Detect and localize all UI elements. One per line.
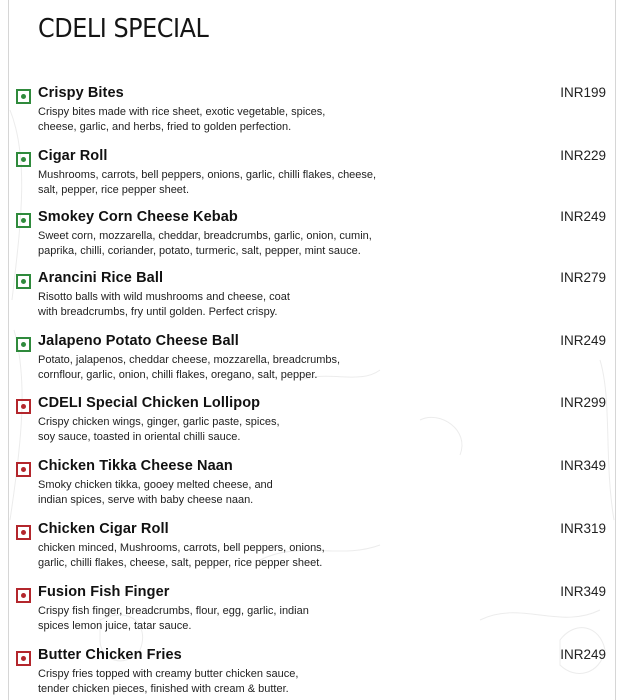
- item-price: INR349: [560, 458, 606, 473]
- item-name: Chicken Cigar Roll: [38, 521, 169, 537]
- item-description-line: spices lemon juice, tatar sauce.: [38, 620, 192, 632]
- item-name: Crispy Bites: [38, 85, 124, 101]
- nonveg-symbol-icon: [16, 588, 31, 603]
- menu-item: [16, 584, 610, 642]
- item-name: Fusion Fish Finger: [38, 584, 170, 600]
- nonveg-symbol-icon: [16, 462, 31, 477]
- item-description: [38, 168, 418, 198]
- item-name: CDELI Special Chicken Lollipop: [38, 395, 261, 411]
- item-description: [38, 353, 418, 383]
- item-description-line: Crispy fries topped with creamy butter chicken sauce,: [38, 668, 299, 680]
- item-description: [38, 604, 418, 634]
- item-description: [38, 478, 418, 508]
- veg-symbol-icon: [16, 152, 31, 167]
- item-price: INR349: [560, 584, 606, 599]
- item-description-line: tender chicken pieces, finished with cream & butter.: [38, 683, 289, 695]
- veg-symbol-icon: [16, 89, 31, 104]
- item-description-line: Crispy chicken wings, ginger, garlic paste, spices,: [38, 416, 280, 428]
- item-description-line: Potato, jalapenos, cheddar cheese, mozzarella, breadcrumbs,: [38, 354, 341, 366]
- item-price: INR249: [560, 647, 606, 662]
- item-name: Arancini Rice Ball: [38, 270, 164, 286]
- item-price: INR249: [560, 209, 606, 224]
- right-page-edge: [615, 0, 616, 700]
- menu-item: [16, 270, 610, 328]
- item-price: INR279: [560, 270, 606, 285]
- item-description: [38, 229, 418, 259]
- item-description-line: salt, pepper, rice pepper sheet.: [38, 184, 190, 196]
- item-description-line: with breadcrumbs, fry until golden. Perfect crispy.: [38, 306, 278, 318]
- item-name: Jalapeno Potato Cheese Ball: [38, 333, 239, 349]
- item-description-line: Sweet corn, mozzarella, cheddar, breadcrumbs, garlic, onion, cumin,: [38, 230, 372, 242]
- veg-symbol-icon: [16, 337, 31, 352]
- menu-item: [16, 647, 610, 700]
- item-description-line: Risotto balls with wild mushrooms and cheese, coat: [38, 291, 290, 303]
- veg-symbol-icon: [16, 274, 31, 289]
- item-description-line: soy sauce, toasted in oriental chilli sauce.: [38, 431, 241, 443]
- menu-item: [16, 395, 610, 453]
- menu-item: [16, 458, 610, 516]
- item-description-line: cornflour, garlic, onion, chilli flakes, oregano, salt, pepper.: [38, 369, 318, 381]
- item-description: [38, 541, 418, 571]
- item-name: Chicken Tikka Cheese Naan: [38, 458, 233, 474]
- item-description-line: Smoky chicken tikka, gooey melted cheese, and: [38, 479, 273, 491]
- item-description: [38, 667, 418, 697]
- left-page-edge: [8, 0, 9, 700]
- item-description-line: Mushrooms, carrots, bell peppers, onions, garlic, chilli flakes, cheese,: [38, 169, 377, 181]
- item-name: Cigar Roll: [38, 148, 108, 164]
- item-price: INR229: [560, 148, 606, 163]
- item-description-line: cheese, garlic, and herbs, fried to golden perfection.: [38, 121, 292, 133]
- item-name: Butter Chicken Fries: [38, 647, 182, 663]
- item-name: Smokey Corn Cheese Kebab: [38, 209, 238, 225]
- menu-item: [16, 148, 610, 206]
- item-description-line: Crispy fish finger, breadcrumbs, flour, egg, garlic, indian: [38, 605, 309, 617]
- item-description: [38, 415, 418, 445]
- item-description-line: chicken minced, Mushrooms, carrots, bell peppers, onions,: [38, 542, 325, 554]
- item-price: INR299: [560, 395, 606, 410]
- nonveg-symbol-icon: [16, 525, 31, 540]
- nonveg-symbol-icon: [16, 399, 31, 414]
- page-title: CDELI SPECIAL: [38, 14, 209, 44]
- item-description-line: garlic, chilli flakes, cheese, salt, pepper, rice pepper sheet.: [38, 557, 323, 569]
- item-description: [38, 290, 418, 320]
- menu-item: [16, 333, 610, 391]
- item-price: INR319: [560, 521, 606, 536]
- menu-item: [16, 209, 610, 267]
- item-price: INR249: [560, 333, 606, 348]
- item-description: [38, 105, 418, 135]
- item-price: INR199: [560, 85, 606, 100]
- veg-symbol-icon: [16, 213, 31, 228]
- menu-item: [16, 85, 610, 143]
- item-description-line: Crispy bites made with rice sheet, exotic vegetable, spices,: [38, 106, 326, 118]
- item-description-line: indian spices, serve with baby cheese naan.: [38, 494, 254, 506]
- nonveg-symbol-icon: [16, 651, 31, 666]
- item-description-line: paprika, chilli, coriander, potato, turmeric, salt, pepper, mint sauce.: [38, 245, 361, 257]
- menu-item: [16, 521, 610, 579]
